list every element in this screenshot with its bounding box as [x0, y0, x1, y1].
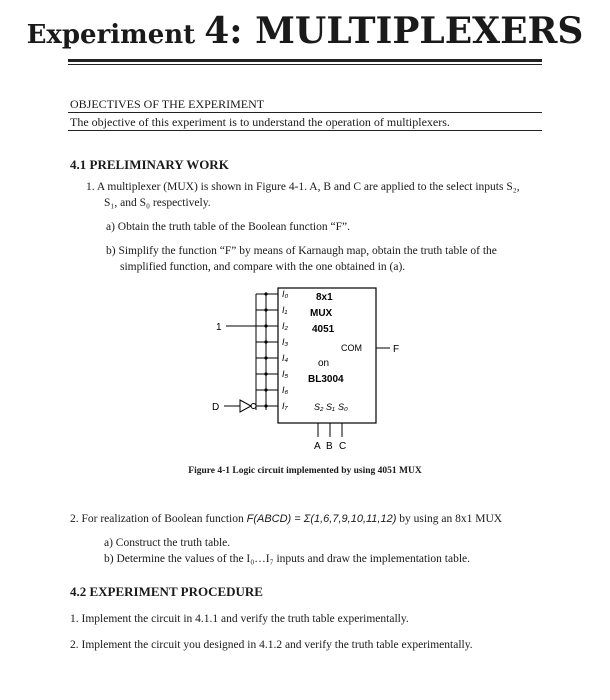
- title-rule-thin: [68, 64, 542, 65]
- objectives-text: The objective of this experiment is to understand the operation of multiplexers.: [70, 115, 450, 129]
- pin-label-i5: I₅: [282, 369, 289, 379]
- q2-prefix: 2. For realization of Boolean function: [70, 513, 244, 525]
- q1-line2: S₁, and S₀ respectively.: [104, 197, 211, 209]
- pin-label-i1: I₁: [282, 305, 288, 315]
- figure-caption: Figure 4-1 Logic circuit implemented by using 4051 MUX: [188, 466, 422, 476]
- q1-line1: 1. A multiplexer (MUX) is shown in Figure 4-1. A, B and C are applied to the select inputs S₂,: [86, 181, 520, 193]
- select-label-s2: S₂: [314, 402, 324, 412]
- title-prefix: Experiment: [26, 20, 205, 50]
- q2a: a) Construct the truth table.: [104, 537, 231, 549]
- procedure-step-2: 2. Implement the circuit you designed in 4.1.2 and verify the truth table experimentally.: [70, 639, 473, 651]
- mux-circuit-figure: [190, 282, 420, 462]
- pin-label-i2: I₂: [282, 321, 288, 331]
- q2-line: [70, 511, 502, 527]
- q2-suffix: by using an 8x1 MUX: [399, 513, 503, 525]
- chip-label-1: 8x1: [316, 292, 333, 303]
- chip-label-4: on: [318, 358, 330, 369]
- pin-label-i0: I₀: [282, 289, 289, 299]
- chip-label-5: BL3004: [308, 374, 344, 385]
- objectives-rule: [68, 112, 542, 113]
- title-main: 4: MULTIPLEXERS: [204, 10, 584, 52]
- pin-label-i3: I₃: [282, 337, 289, 347]
- procedure-heading: 4.2 EXPERIMENT PROCEDURE: [70, 584, 263, 599]
- select-signal-a: A: [314, 441, 321, 452]
- com-label: COM: [341, 343, 362, 353]
- output-label: F: [393, 344, 400, 355]
- pin-label-i6: I₆: [282, 385, 289, 395]
- page-title: [0, 10, 610, 52]
- inverter-gate: [240, 400, 251, 412]
- select-label-s0: S₀: [338, 402, 348, 412]
- q1b-line1: b) Simplify the function “F” by means of Karnaugh map, obtain the truth table of the: [106, 245, 497, 257]
- title-rule-thick: [68, 59, 542, 62]
- select-lines: [318, 423, 342, 437]
- input-d-label: D: [212, 402, 220, 413]
- pin-label-i4: I₄: [282, 353, 289, 363]
- pin-label-i7: I₇: [282, 401, 288, 411]
- select-signal-b: B: [326, 441, 333, 452]
- q2b: b) Determine the values of the I₀…I₇ inputs and draw the implementation table.: [104, 553, 471, 565]
- select-label-s1: S₁: [326, 402, 335, 412]
- q2-function: F(ABCD) = Σ(1,6,7,9,10,11,12): [246, 513, 397, 525]
- procedure-step-1: 1. Implement the circuit in 4.1.1 and verify the truth table experimentally.: [70, 613, 409, 625]
- objectives-bottom-rule: [68, 130, 542, 131]
- input-one-label: 1: [216, 322, 222, 333]
- q1b-line2: simplified function, and compare with the one obtained in (a).: [120, 261, 406, 273]
- chip-label-2: MUX: [310, 308, 333, 319]
- select-signal-c: C: [339, 441, 347, 452]
- preliminary-heading: 4.1 PRELIMINARY WORK: [70, 157, 229, 172]
- chip-label-3: 4051: [312, 324, 335, 335]
- objectives-heading: OBJECTIVES OF THE EXPERIMENT: [70, 97, 265, 111]
- q1a: a) Obtain the truth table of the Boolean function “F”.: [106, 221, 350, 233]
